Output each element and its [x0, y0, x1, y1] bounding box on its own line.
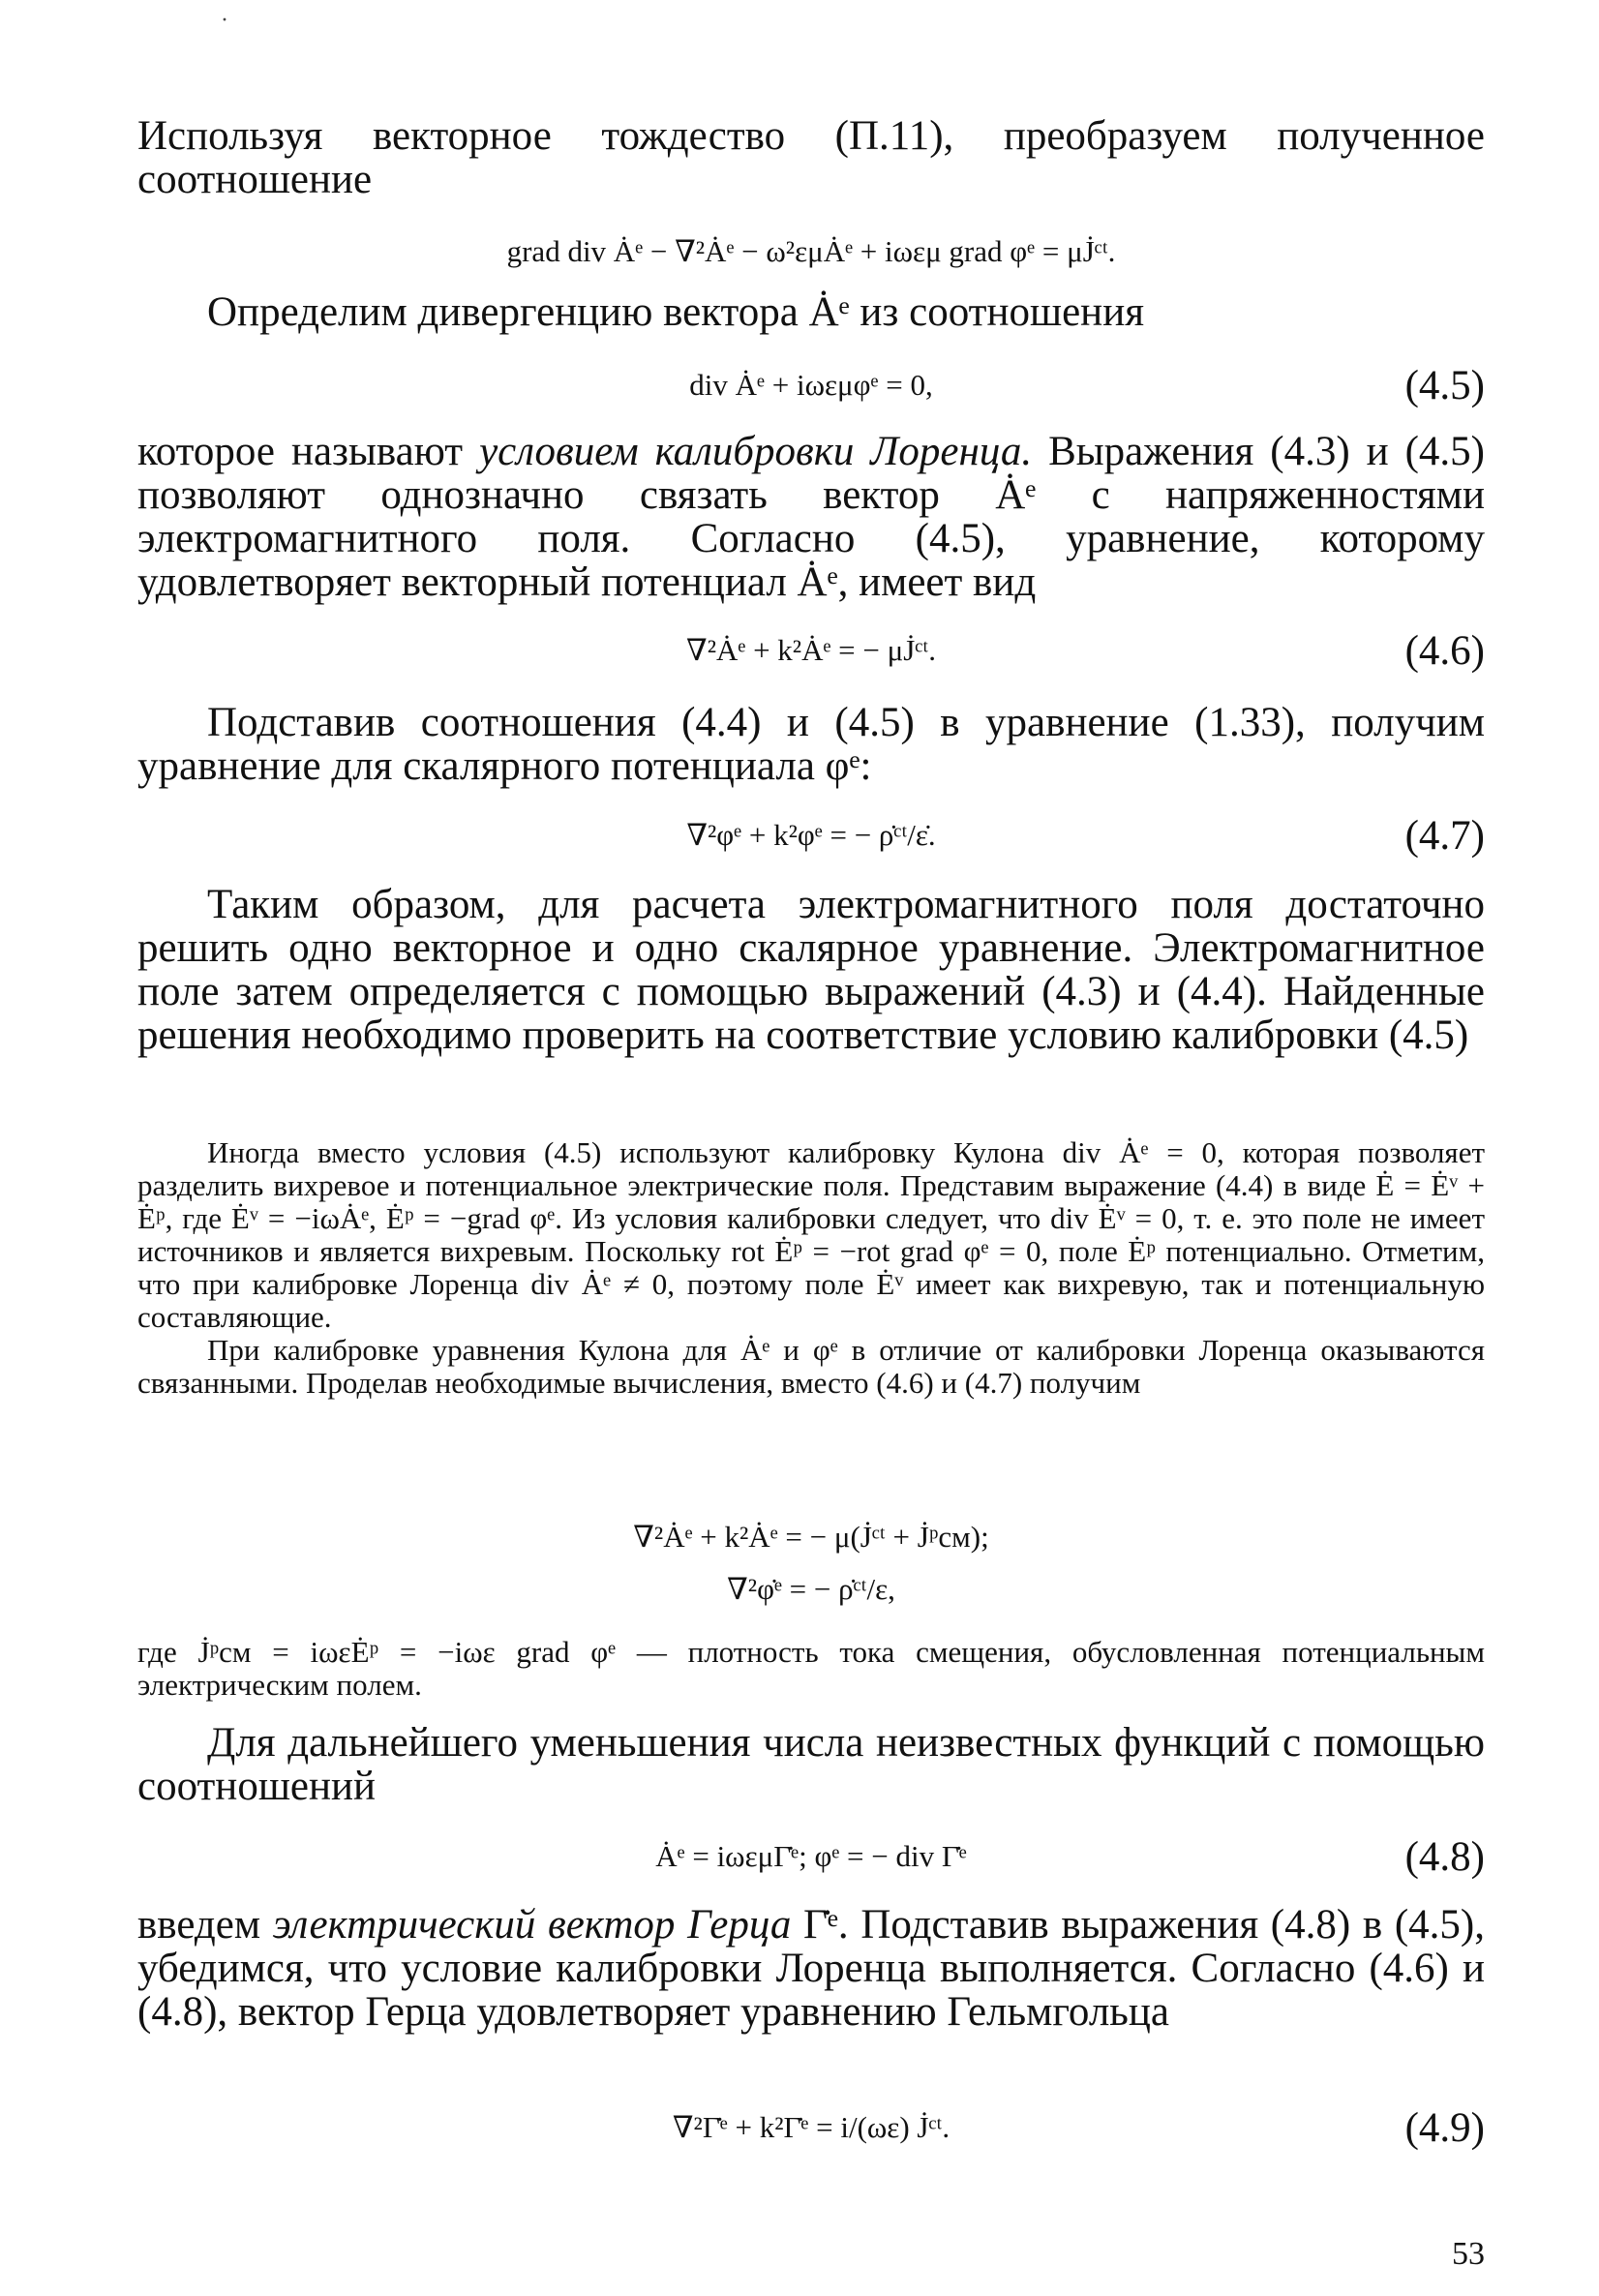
- hertz-text-b: Γ̇ᵉ. Подставив выражения (4.8) в (4.5), убедимся, что условие калибровки Лоренца выполняется. Согласно (4.6) и (4.8), вектор Герца удовлетворяет уравнению Гельмгольца: [137, 1902, 1485, 2035]
- equation-grad-div: grad div Ȧᵉ − ∇²Ȧᵉ − ω²εμȦᵉ + iωεμ grad φᵉ = μJ̇ᶜᵗ.: [506, 234, 1116, 268]
- equation-coulomb-scalar: ∇²φ̇ᵉ = − ρ̇ᶜᵗ/ε,: [727, 1572, 895, 1606]
- equation-4-6: ∇²Ȧᵉ + k²Ȧᵉ = − μJ̇ᶜᵗ.: [686, 633, 936, 667]
- intro-text: Используя векторное тождество (П.11), преобразуем полученное соотношение: [137, 113, 1485, 202]
- small-print-displacement: [137, 1636, 1485, 1702]
- paragraph-substitute: [137, 701, 1485, 788]
- lorenz-term: условием калибровки Лоренца.: [479, 429, 1033, 474]
- hertz-text-a: введем: [137, 1902, 273, 1948]
- further-text: Для дальнейшего уменьшения числа неизвестных функций с помощью соотношений: [137, 1720, 1485, 1809]
- small-print-block: [137, 1136, 1485, 1400]
- equation-4-7: ∇²φᵉ + k²φᵉ = − ρ̇ᶜᵗ/ε̇.: [686, 818, 936, 852]
- paragraph-intro: [137, 114, 1485, 201]
- thus-text: Таким образом, для расчета электромагнитного поля достаточно решить одно векторное и одно скалярное уравнение. Электромагнитное поле затем определяется с помощью выражений (4.3) и (4.4). Найденные решения необходимо проверить на соответствие условию калибровки (4.5): [137, 882, 1485, 1058]
- equation-4-9: ∇²Γ̇ᵉ + k²Γ̇ᵉ = i/(ωε) J̇ᶜᵗ.: [672, 2110, 950, 2144]
- equation-number-4-6: (4.6): [1404, 628, 1485, 674]
- coulomb-gauge-text: Иногда вместо условия (4.5) используют калибровку Кулона div Ȧᵉ = 0, которая позволяет разделить вихревое и потенциальное электрические поля. Представим выражение (4.4) в виде Ė = Ėᵛ + Ėᵖ, где Ėᵛ = −iωȦᵉ, Ėᵖ = −grad φᵉ. Из условия калибровки следует, что div Ėᵛ = 0, т. е. это поле не имеет источников и является вихревым. Поскольку rot Ėᵖ = −rot grad φᵉ = 0, поле Ėᵖ потенциально. Отметим, что при калибровке Лоренца div Ȧᵉ ≠ 0, поэтому поле Ėᵛ имеет как вихревую, так и потенциальную составляющие.: [137, 1135, 1485, 1334]
- equation-4-5: div Ȧᵉ + iωεμφᵉ = 0,: [689, 368, 933, 402]
- hertz-term: электрический вектор Герца: [272, 1902, 792, 1948]
- equation-4-8: Ȧᵉ = iωεμΓ̇ᵉ; φᵉ = − div Γ̇ᵉ: [655, 1839, 967, 1873]
- displacement-current-text: где J̇ᵖсм = iωεĖᵖ = −iωε grad φᵉ — плотность тока смещения, обусловленная потенциальным электрическим полем.: [137, 1635, 1485, 1702]
- page-number: 53: [1452, 2236, 1485, 2272]
- define-text: Определим дивергенцию вектора Ȧᵉ из соотношения: [207, 289, 1144, 335]
- paragraph-hertz: [137, 1903, 1485, 2034]
- paragraph-define: [137, 290, 1485, 334]
- equation-coulomb-vector: ∇²Ȧᵉ + k²Ȧᵉ = − μ(J̇ᶜᵗ + J̇ᵖсм);: [633, 1520, 989, 1554]
- paragraph-lorenz: [137, 430, 1485, 604]
- substitute-text: Подставив соотношения (4.4) и (4.5) в уравнение (1.33), получим уравнение для скалярного потенциала φᵉ:: [137, 700, 1485, 789]
- lorenz-text-a: которое называют: [137, 429, 480, 474]
- equation-number-4-7: (4.7): [1404, 813, 1485, 859]
- coulomb-equations-text: При калибровке уравнения Кулона для Ȧᵉ и φᵉ в отличие от калибровки Лоренца оказываются связанными. Проделав необходимые вычисления, вместо (4.6) и (4.7) получим: [137, 1333, 1485, 1400]
- equation-number-4-5: (4.5): [1404, 363, 1485, 408]
- equation-number-4-9: (4.9): [1404, 2105, 1485, 2151]
- paragraph-further: [137, 1721, 1485, 1808]
- equation-number-4-8: (4.8): [1404, 1834, 1485, 1880]
- print-speck: ·: [221, 8, 228, 33]
- paragraph-thus: [137, 883, 1485, 1057]
- lorenz-text-b: Выражения (4.3) и (4.5) позволяют однозначно связать вектор Ȧᵉ с напряженностями электромагнитного поля. Согласно (4.5), уравнение, которому удовлетворяет векторный потенциал Ȧᵉ, имеет вид: [137, 429, 1485, 605]
